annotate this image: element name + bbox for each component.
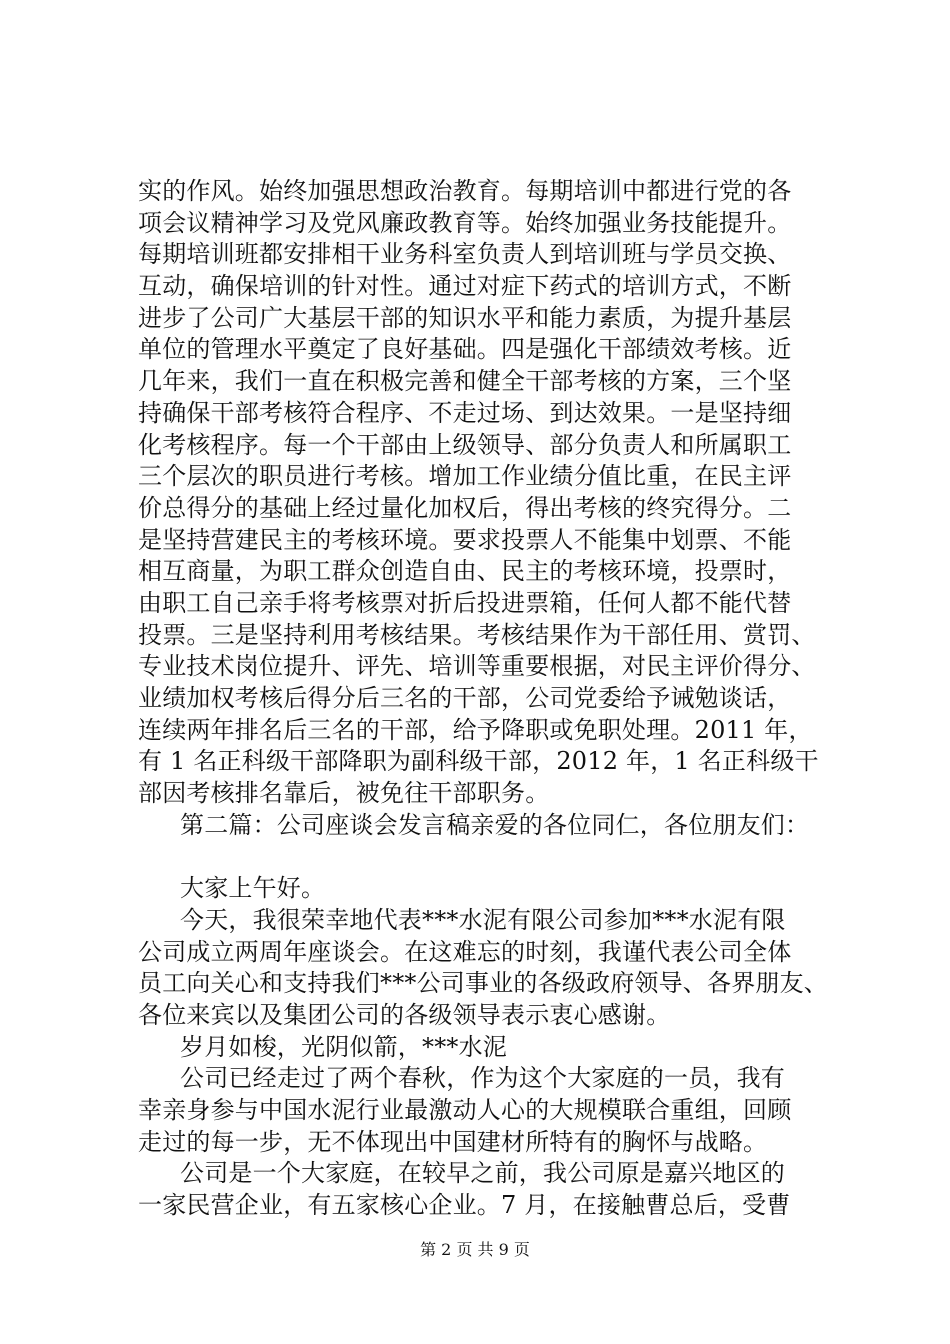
text-line: 相互商量，为职工群众创造自由、民主的考核环境，投票时， <box>138 557 792 586</box>
text-line: 由职工自己亲手将考核票对折后投进票箱，任何人都不能代替 <box>138 588 792 617</box>
text-line: 公司是一个大家庭，在较早之前，我公司原是嘉兴地区的 <box>180 1159 785 1188</box>
text-line: 各位来宾以及集团公司的各级领导表示衷心感谢。 <box>138 1000 671 1029</box>
text-line: 业绩加权考核后得分后三名的干部，公司党委给予诫勉谈话， <box>138 684 792 712</box>
text-line: 化考核程序。每一个干部由上级领导、部分负责人和所属职工 <box>138 430 792 459</box>
text-line: 价总得分的基础上经过量化加权后，得出考核的终究得分。二 <box>138 493 792 522</box>
text-line: 今天，我很荣幸地代表***水泥有限公司参加***水泥有限 <box>180 905 786 934</box>
text-line: 几年来，我们一直在积极完善和健全干部考核的方案，三个坚 <box>138 367 792 396</box>
text-line: 公司已经走过了两个春秋，作为这个大家庭的一员，我有 <box>180 1064 785 1093</box>
text-line: 是坚持营建民主的考核环境。要求投票人不能集中划票、不能 <box>138 525 792 554</box>
text-line: 连续两年排名后三名的干部，给予降职或免职处理。2011 年， <box>138 715 813 744</box>
text-line: 每期培训班都安排相干业务科室负责人到培训班与学员交换、 <box>138 240 792 269</box>
text-line: 岁月如梭，光阴似箭，***水泥 <box>180 1032 507 1061</box>
text-line: 员工向关心和支持我们***公司事业的各级政府领导、各界朋友、 <box>138 969 828 998</box>
text-line: 公司成立两周年座谈会。在这难忘的时刻，我谨代表公司全体 <box>138 937 792 966</box>
text-line: 单位的管理水平奠定了良好基础。四是强化干部绩效考核。近 <box>138 335 792 364</box>
blank-line <box>138 841 838 873</box>
greeting-line: 大家上午好。 <box>180 874 326 903</box>
text-line: 幸亲身参与中国水泥行业最激动人心的大规模联合重组，回顾 <box>138 1095 792 1124</box>
text-line: 项会议精神学习及党风廉政教育等。始终加强业务技能提升。 <box>138 208 792 237</box>
text-line: 部因考核排名靠后，被免往干部职务。 <box>138 779 550 808</box>
text-line: 实的作风。始终加强思想政治教育。每期培训中都进行党的各 <box>138 177 792 205</box>
page-number-footer: 第 2 页 共 9 页 <box>420 1240 530 1259</box>
text-line: 走过的每一步，无不体现出中国建材所特有的胸怀与战略。 <box>138 1127 768 1156</box>
text-line: 投票。三是坚持利用考核结果。考核结果作为干部任用、赏罚、 <box>138 620 816 649</box>
section-heading: 第二篇：公司座谈会发言稿亲爱的各位同仁，各位朋友们： <box>180 810 810 839</box>
text-line: 专业技术岗位提升、评先、培训等重要根据，对民主评价得分、 <box>138 652 816 681</box>
text-line: 有 1 名正科级干部降职为副科级干部，2012 年，1 名正科级干 <box>138 747 819 776</box>
text-line: 一家民营企业，有五家核心企业。7 月，在接触曹总后，受曹 <box>138 1191 791 1219</box>
text-line: 持确保干部考核符合程序、不走过场、到达效果。一是坚持细 <box>138 398 792 427</box>
text-line: 进步了公司广大基层干部的知识水平和能力素质，为提升基层 <box>138 303 792 332</box>
text-line: 互动，确保培训的针对性。通过对症下药式的培训方式，不断 <box>138 272 792 301</box>
document-body <box>138 176 838 1222</box>
text-line: 三个层次的职员进行考核。增加工作业绩分值比重，在民主评 <box>138 462 792 491</box>
